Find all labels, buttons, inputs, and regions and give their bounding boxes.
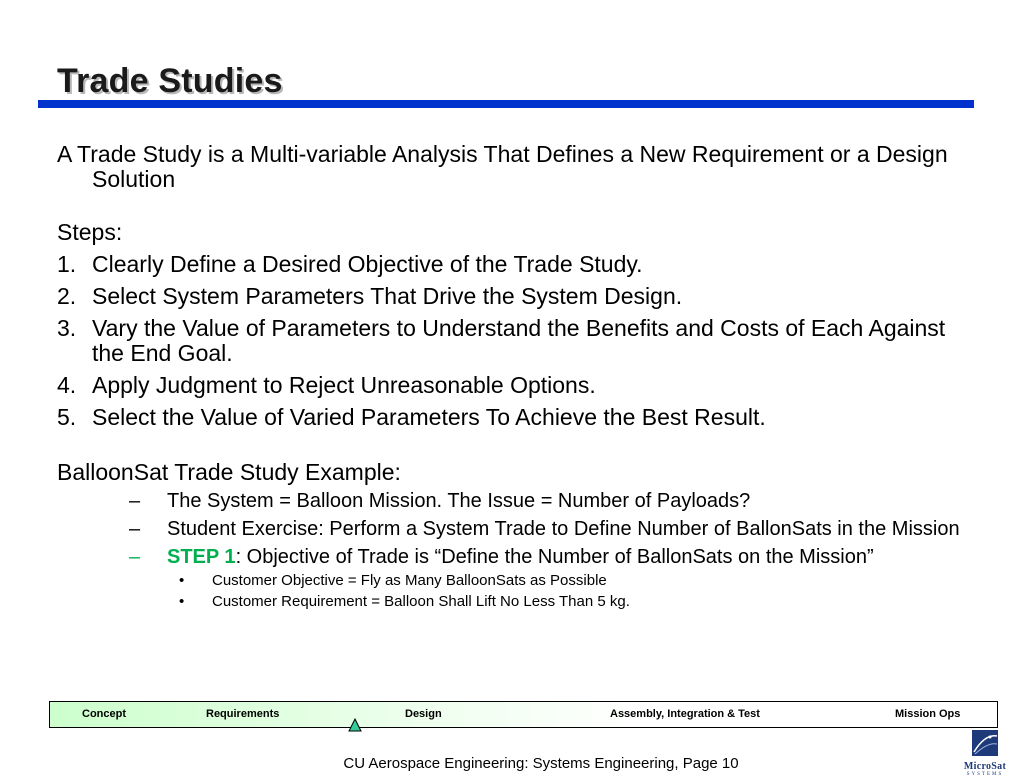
bullet-marker: • xyxy=(179,572,185,589)
step-item xyxy=(57,316,967,366)
example-text: The System = Balloon Mission. The Issue = Number of Payloads? xyxy=(167,490,751,512)
current-phase-marker-icon xyxy=(348,718,362,732)
step-item xyxy=(57,284,967,309)
phase-concept: Concept xyxy=(82,708,126,720)
step-text: Select System Parameters That Drive the System Design. xyxy=(92,283,683,309)
phase-mission-ops: Mission Ops xyxy=(895,708,961,720)
example-item xyxy=(57,490,967,513)
sub-bullet xyxy=(57,593,967,611)
microsat-logo-icon xyxy=(952,728,1018,762)
step-item xyxy=(57,405,967,430)
phase-design: Design xyxy=(405,708,442,720)
step-text: Clearly Define a Desired Objective of the Trade Study. xyxy=(92,251,643,277)
dash-marker: – xyxy=(129,546,141,568)
step-number: 3. xyxy=(57,315,77,341)
example-heading: BalloonSat Trade Study Example: xyxy=(57,459,401,485)
slide-footer: CU Aerospace Engineering: Systems Engineering, Page 10 xyxy=(343,755,739,772)
logo-wordmark: MicroSat xyxy=(963,761,1007,772)
phase-assembly-integration-test: Assembly, Integration & Test xyxy=(610,708,760,720)
steps-heading: Steps: xyxy=(57,219,123,245)
step1-label: STEP 1 xyxy=(167,546,236,568)
title-underline xyxy=(38,100,974,108)
example-item xyxy=(57,518,967,541)
slide-title: Trade Studies xyxy=(57,62,283,100)
step-number: 5. xyxy=(57,404,77,430)
dash-marker: – xyxy=(129,490,141,512)
example-text: : Objective of Trade is “Define the Number of BallonSats on the Mission” xyxy=(235,546,874,568)
logo-subtitle: SYSTEMS xyxy=(966,772,1004,777)
intro-paragraph: A Trade Study is a Multi-variable Analysis That Defines a New Requirement or a Design Solution xyxy=(57,141,948,192)
step-text: Select the Value of Varied Parameters To Achieve the Best Result. xyxy=(92,404,766,430)
step-item xyxy=(57,252,967,277)
step-number: 1. xyxy=(57,251,77,277)
step-number: 4. xyxy=(57,372,77,398)
slide-body xyxy=(57,142,967,611)
microsat-logo xyxy=(952,728,1018,778)
bullet-text: Customer Requirement = Balloon Shall Lift No Less Than 5 kg. xyxy=(212,593,630,610)
step-text: Apply Judgment to Reject Unreasonable Options. xyxy=(92,372,596,398)
phase-requirements: Requirements xyxy=(206,708,280,720)
lifecycle-phase-bar xyxy=(49,701,998,728)
example-text: Student Exercise: Perform a System Trade to Define Number of BallonSats in the Mission xyxy=(167,518,960,540)
example-item-step1 xyxy=(57,546,967,569)
step-number: 2. xyxy=(57,283,77,309)
step-item xyxy=(57,373,967,398)
sub-bullet xyxy=(57,572,967,590)
step-text: Vary the Value of Parameters to Understand the Benefits and Costs of Each Against the End Goal. xyxy=(92,315,946,366)
bullet-text: Customer Objective = Fly as Many BalloonSats as Possible xyxy=(212,572,607,589)
bullet-marker: • xyxy=(179,593,185,610)
dash-marker: – xyxy=(129,518,141,540)
